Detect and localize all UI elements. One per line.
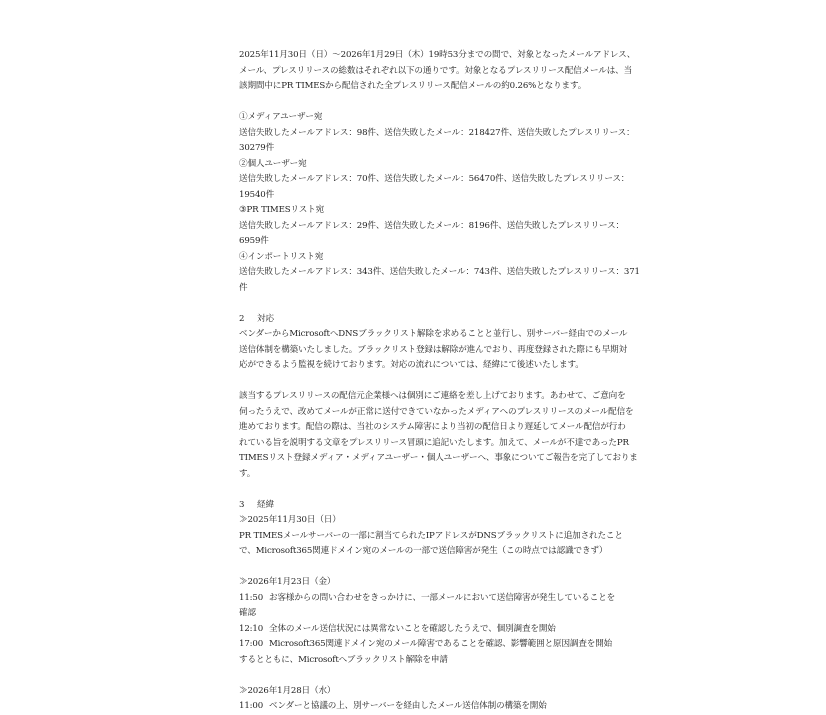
section-number: 3: [239, 499, 245, 510]
timeline-date: ≫2025年11月30日（日）: [239, 515, 341, 525]
event-time: 11:50: [239, 592, 264, 603]
paragraph-line: 該当するプレスリリースの配信元企業様へは個別にご連絡を差し上げております。あわせて、ご意向を: [239, 391, 626, 401]
timeline-text: で、Microsoft365関連ドメイン宛のメールの一部で送信障害が発生（この時点では認識できず）: [239, 546, 608, 556]
category-stats-cont: 19540件: [239, 189, 275, 200]
section-title: 対応: [257, 313, 274, 324]
event-text: お客様からの問い合わせをきっかけに、一部メールにおいて送信障害が発生していることを: [269, 592, 616, 603]
event-time: 12:10: [239, 623, 264, 634]
paragraph-line: 進めております。配信の際は、当社のシステム障害により当初の配信日より遅延してメール配信が行わ: [239, 422, 626, 432]
section-timeline: [239, 498, 623, 715]
section-number: 2: [239, 313, 245, 324]
section-title: 経緯: [257, 499, 274, 510]
category-stats-cont: 6959件: [239, 236, 269, 246]
timeline-entry: [239, 575, 616, 668]
category-individual-users: [239, 157, 630, 204]
timeline-text: PR TIMESメールサーバーの一部に割当てられたIPアドレスがDNSブラックリストに追加されたこと: [239, 530, 623, 541]
paragraph-line: 伺ったうえで、改めてメールが正常に送付できていなかったメディアへのプレスリリースのメール配信を: [239, 406, 634, 417]
category-prtimes-list: [239, 203, 624, 250]
category-title: ④インポートリスト宛: [239, 251, 324, 262]
event-time: 11:00: [239, 701, 264, 711]
category-stats-cont: 30279件: [239, 143, 275, 153]
category-stats: 送信失敗したメールアドレス：98件、送信失敗したメール：218427件、送信失敗したプレスリリース：: [239, 127, 635, 138]
event-text-cont: 確認: [239, 608, 256, 618]
intro-line: 該期間中にPR TIMESから配信された全プレスリリース配信メールの約0.26%となります。: [239, 81, 587, 91]
section-heading: [239, 312, 591, 328]
paragraph-line: す。: [239, 468, 256, 479]
intro-line: 2025年11月30日（日）～2026年1月29日（木）19時53分までの間で、対象となったメールアドレス、: [239, 50, 636, 60]
spacer: [239, 95, 591, 111]
category-stats: 送信失敗したメールアドレス：29件、送信失敗したメール：8196件、送信失敗したプレスリリース：: [239, 220, 624, 231]
timeline-entry: [239, 684, 591, 715]
event-text: 全体のメール送信状況には異常ないことを確認したうえで、個別調査を開始: [269, 623, 556, 634]
paragraph-line: 応ができるよう監視を続けております。対応の流れについては、経緯にて後述いたします。: [239, 360, 584, 370]
spacer: [239, 296, 591, 312]
category-stats-cont: 件: [239, 282, 248, 293]
section-heading: [239, 498, 591, 514]
timeline-event: [239, 699, 591, 715]
event-text: ベンダーと協議の上、別サーバーを経由したメール送信体制の構築を開始: [269, 701, 547, 711]
category-title: ③PR TIMESリスト宛: [239, 205, 325, 215]
spacer: [239, 482, 591, 498]
category-stats: 送信失敗したメールアドレス：70件、送信失敗したメール：56470件、送信失敗したプレスリリース：: [239, 174, 630, 184]
timeline-event: [239, 622, 591, 638]
section-response: [239, 312, 638, 483]
event-text: Microsoft365関連ドメイン宛のメール障害であることを確認、影響範囲と原因調査を開始: [269, 639, 613, 649]
event-time: 17:00: [239, 639, 264, 649]
category-media-users: [239, 110, 635, 157]
timeline-entry: [239, 513, 623, 560]
intro-paragraph: [239, 48, 636, 95]
timeline-event: [239, 591, 616, 607]
paragraph-line: れている旨を説明する文章をプレスリリース冒頭に追記いたします。加えて、メールが不達であったPR: [239, 437, 629, 448]
timeline-date: ≫2026年1月28日（水）: [239, 685, 336, 696]
paragraph-line: ベンダーからMicrosoftへDNSブラックリスト解除を求めることと並行し、別サーバー経由でのメール: [239, 329, 628, 339]
spacer: [239, 668, 591, 684]
spacer: [239, 560, 591, 576]
category-import-list: [239, 250, 640, 297]
category-title: ②個人ユーザー宛: [239, 158, 307, 169]
spacer: [239, 374, 591, 390]
timeline-date: ≫2026年1月23日（金）: [239, 577, 336, 587]
document-body: [239, 48, 640, 715]
category-stats: 送信失敗したメールアドレス：343件、送信失敗したメール：743件、送信失敗したプレスリリース：371: [239, 267, 640, 277]
intro-line: メール、プレスリリースの総数はそれぞれ以下の通りです。対象となるプレスリリース配信メールは、当: [239, 65, 633, 76]
timeline-event: [239, 637, 613, 653]
event-text-cont: するとともに、Microsoftへブラックリスト解除を申請: [239, 654, 448, 665]
paragraph-line: 送信体制を構築いたしました。ブラックリスト登録は解除が進んでおり、再度登録された際にも早期対: [239, 344, 628, 355]
paragraph-line: TIMESリスト登録メディア・メディアユーザー・個人ユーザーへ、事象についてご報告を完了しておりま: [239, 453, 638, 463]
category-title: ①メディアユーザー宛: [239, 112, 323, 122]
